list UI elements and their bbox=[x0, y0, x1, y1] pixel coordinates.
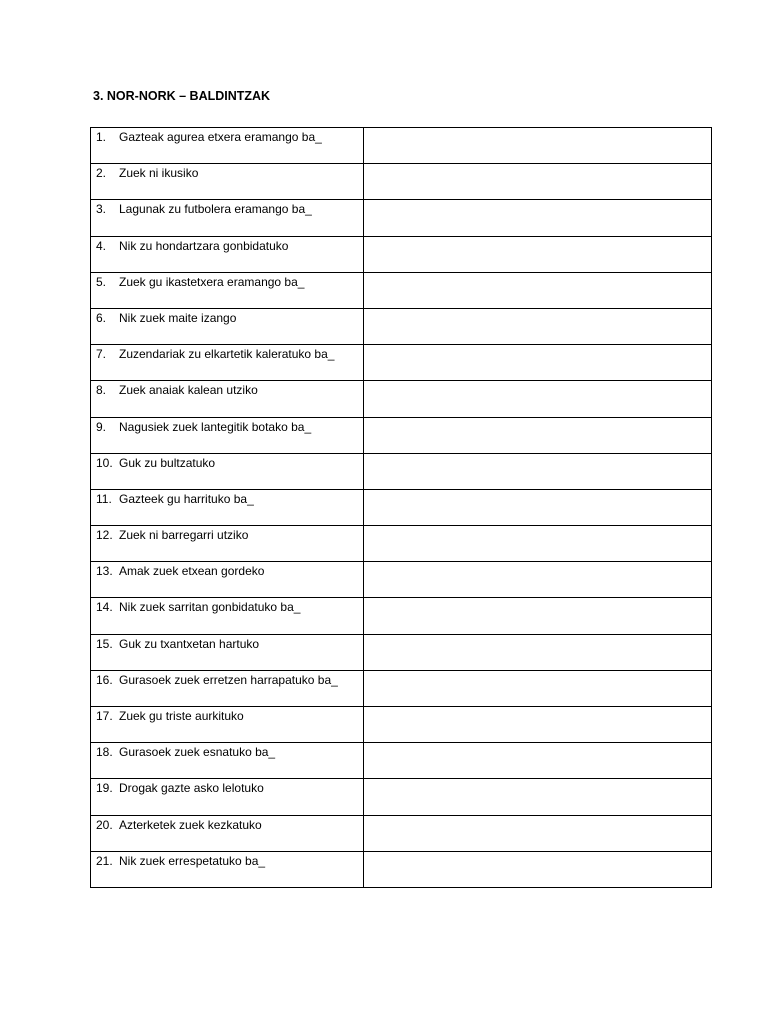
item-sentence: Zuek ni ikusiko bbox=[119, 166, 199, 181]
answer-cell[interactable] bbox=[364, 598, 712, 634]
item-sentence: Gurasoek zuek esnatuko ba_ bbox=[119, 745, 276, 760]
prompt-content bbox=[91, 852, 363, 868]
item-number: 2. bbox=[96, 166, 107, 181]
item-number: 5. bbox=[96, 274, 107, 289]
item-number: 13. bbox=[96, 564, 113, 579]
prompt-cell bbox=[91, 489, 364, 525]
item-number: 17. bbox=[96, 709, 113, 723]
table-row bbox=[91, 417, 712, 453]
table-row bbox=[91, 489, 712, 525]
answer-cell[interactable] bbox=[364, 634, 712, 670]
item-sentence: Zuek gu triste aurkituko bbox=[119, 709, 244, 723]
item-number: 8. bbox=[96, 383, 107, 398]
answer-cell[interactable] bbox=[364, 562, 712, 598]
item-number: 4. bbox=[96, 238, 107, 253]
prompt-cell bbox=[91, 851, 364, 887]
table-row bbox=[91, 164, 712, 200]
item-sentence: Zuek gu ikastetxera eramango ba_ bbox=[119, 274, 305, 289]
table-row bbox=[91, 345, 712, 381]
answer-cell[interactable] bbox=[364, 381, 712, 417]
table-row bbox=[91, 815, 712, 851]
prompt-cell bbox=[91, 598, 364, 634]
item-number: 10. bbox=[96, 455, 113, 470]
table-row bbox=[91, 634, 712, 670]
item-sentence: Nik zu hondartzara gonbidatuko bbox=[119, 238, 289, 253]
item-number: 3. bbox=[96, 202, 107, 217]
answer-cell[interactable] bbox=[364, 851, 712, 887]
item-sentence: Amak zuek etxean gordeko bbox=[119, 564, 265, 579]
prompt-content bbox=[91, 345, 363, 361]
prompt-content bbox=[91, 526, 363, 542]
prompt-cell bbox=[91, 707, 364, 743]
table-row bbox=[91, 779, 712, 815]
item-number: 16. bbox=[96, 672, 113, 687]
item-number: 18. bbox=[96, 745, 113, 760]
prompt-content bbox=[91, 562, 363, 578]
exercise-table-body bbox=[91, 128, 712, 888]
item-sentence: Nik zuek errespetatuko ba_ bbox=[119, 853, 266, 868]
exercise-title: 3. NOR-NORK – BALDINTZAK bbox=[93, 89, 271, 103]
table-row bbox=[91, 272, 712, 308]
item-number: 12. bbox=[96, 528, 113, 543]
table-row bbox=[91, 670, 712, 706]
item-number: 20. bbox=[96, 817, 113, 832]
item-sentence: Gazteak agurea etxera eramango ba_ bbox=[119, 130, 322, 144]
item-number: 11. bbox=[96, 491, 112, 506]
table-row bbox=[91, 128, 712, 164]
table-row bbox=[91, 236, 712, 272]
answer-cell[interactable] bbox=[364, 526, 712, 562]
prompt-cell bbox=[91, 236, 364, 272]
item-sentence: Zuzendariak zu elkartetik kaleratuko ba_ bbox=[119, 347, 335, 362]
item-number: 21. bbox=[96, 853, 113, 868]
prompt-content bbox=[91, 128, 363, 144]
item-sentence: Nik zuek sarritan gonbidatuko ba_ bbox=[119, 600, 301, 615]
prompt-content bbox=[91, 598, 363, 614]
item-sentence: Zuek ni barregarri utziko bbox=[119, 528, 249, 543]
answer-cell[interactable] bbox=[364, 453, 712, 489]
answer-cell[interactable] bbox=[364, 272, 712, 308]
table-row bbox=[91, 562, 712, 598]
item-sentence: Drogak gazte asko lelotuko bbox=[119, 781, 264, 796]
item-number: 14. bbox=[96, 600, 113, 615]
prompt-cell bbox=[91, 200, 364, 236]
table-row bbox=[91, 308, 712, 344]
answer-cell[interactable] bbox=[364, 489, 712, 525]
prompt-content bbox=[91, 454, 363, 470]
item-number: 1. bbox=[96, 130, 107, 144]
item-sentence: Gurasoek zuek erretzen harrapatuko ba_ bbox=[119, 672, 338, 687]
item-sentence: Nik zuek maite izango bbox=[119, 310, 237, 325]
answer-cell[interactable] bbox=[364, 743, 712, 779]
prompt-content bbox=[91, 237, 363, 253]
table-row bbox=[91, 743, 712, 779]
prompt-content bbox=[91, 671, 363, 687]
item-number: 6. bbox=[96, 310, 107, 325]
item-sentence: Gazteek gu harrituko ba_ bbox=[119, 491, 254, 506]
prompt-content bbox=[91, 816, 363, 832]
item-number: 9. bbox=[96, 419, 107, 434]
prompt-content bbox=[91, 707, 363, 723]
exercise-table bbox=[90, 127, 712, 888]
prompt-content bbox=[91, 635, 363, 651]
item-sentence: Lagunak zu futbolera eramango ba_ bbox=[119, 202, 312, 217]
table-row bbox=[91, 453, 712, 489]
prompt-cell bbox=[91, 670, 364, 706]
prompt-cell bbox=[91, 779, 364, 815]
prompt-cell bbox=[91, 634, 364, 670]
answer-cell[interactable] bbox=[364, 236, 712, 272]
item-sentence: Guk zu txantxetan hartuko bbox=[119, 636, 260, 651]
prompt-content bbox=[91, 200, 363, 216]
item-sentence: Zuek anaiak kalean utziko bbox=[119, 383, 258, 398]
table-row bbox=[91, 200, 712, 236]
prompt-content bbox=[91, 743, 363, 759]
answer-cell[interactable] bbox=[364, 815, 712, 851]
table-row bbox=[91, 598, 712, 634]
prompt-cell bbox=[91, 308, 364, 344]
answer-cell[interactable] bbox=[364, 164, 712, 200]
prompt-cell bbox=[91, 815, 364, 851]
prompt-cell bbox=[91, 743, 364, 779]
answer-cell[interactable] bbox=[364, 200, 712, 236]
item-sentence: Nagusiek zuek lantegitik botako ba_ bbox=[119, 419, 312, 434]
table-row bbox=[91, 526, 712, 562]
answer-cell[interactable] bbox=[364, 707, 712, 743]
prompt-content bbox=[91, 381, 363, 397]
table-row bbox=[91, 851, 712, 887]
answer-cell[interactable] bbox=[364, 779, 712, 815]
prompt-content bbox=[91, 490, 363, 506]
item-number: 7. bbox=[96, 347, 107, 362]
prompt-content bbox=[91, 418, 363, 434]
prompt-content bbox=[91, 273, 363, 289]
prompt-content bbox=[91, 309, 363, 325]
item-number: 15. bbox=[96, 636, 113, 651]
prompt-cell bbox=[91, 562, 364, 598]
prompt-cell bbox=[91, 381, 364, 417]
answer-cell[interactable] bbox=[364, 308, 712, 344]
prompt-cell bbox=[91, 345, 364, 381]
prompt-content bbox=[91, 779, 363, 795]
answer-cell[interactable] bbox=[364, 417, 712, 453]
prompt-content bbox=[91, 164, 363, 180]
answer-cell[interactable] bbox=[364, 128, 712, 164]
table-row bbox=[91, 707, 712, 743]
prompt-cell bbox=[91, 272, 364, 308]
answer-cell[interactable] bbox=[364, 670, 712, 706]
prompt-cell bbox=[91, 164, 364, 200]
item-sentence: Guk zu bultzatuko bbox=[119, 455, 216, 470]
table-row bbox=[91, 381, 712, 417]
prompt-cell bbox=[91, 417, 364, 453]
item-sentence: Azterketek zuek kezkatuko bbox=[119, 817, 262, 832]
item-number: 19. bbox=[96, 781, 113, 796]
prompt-cell bbox=[91, 526, 364, 562]
prompt-cell bbox=[91, 453, 364, 489]
answer-cell[interactable] bbox=[364, 345, 712, 381]
prompt-cell bbox=[91, 128, 364, 164]
